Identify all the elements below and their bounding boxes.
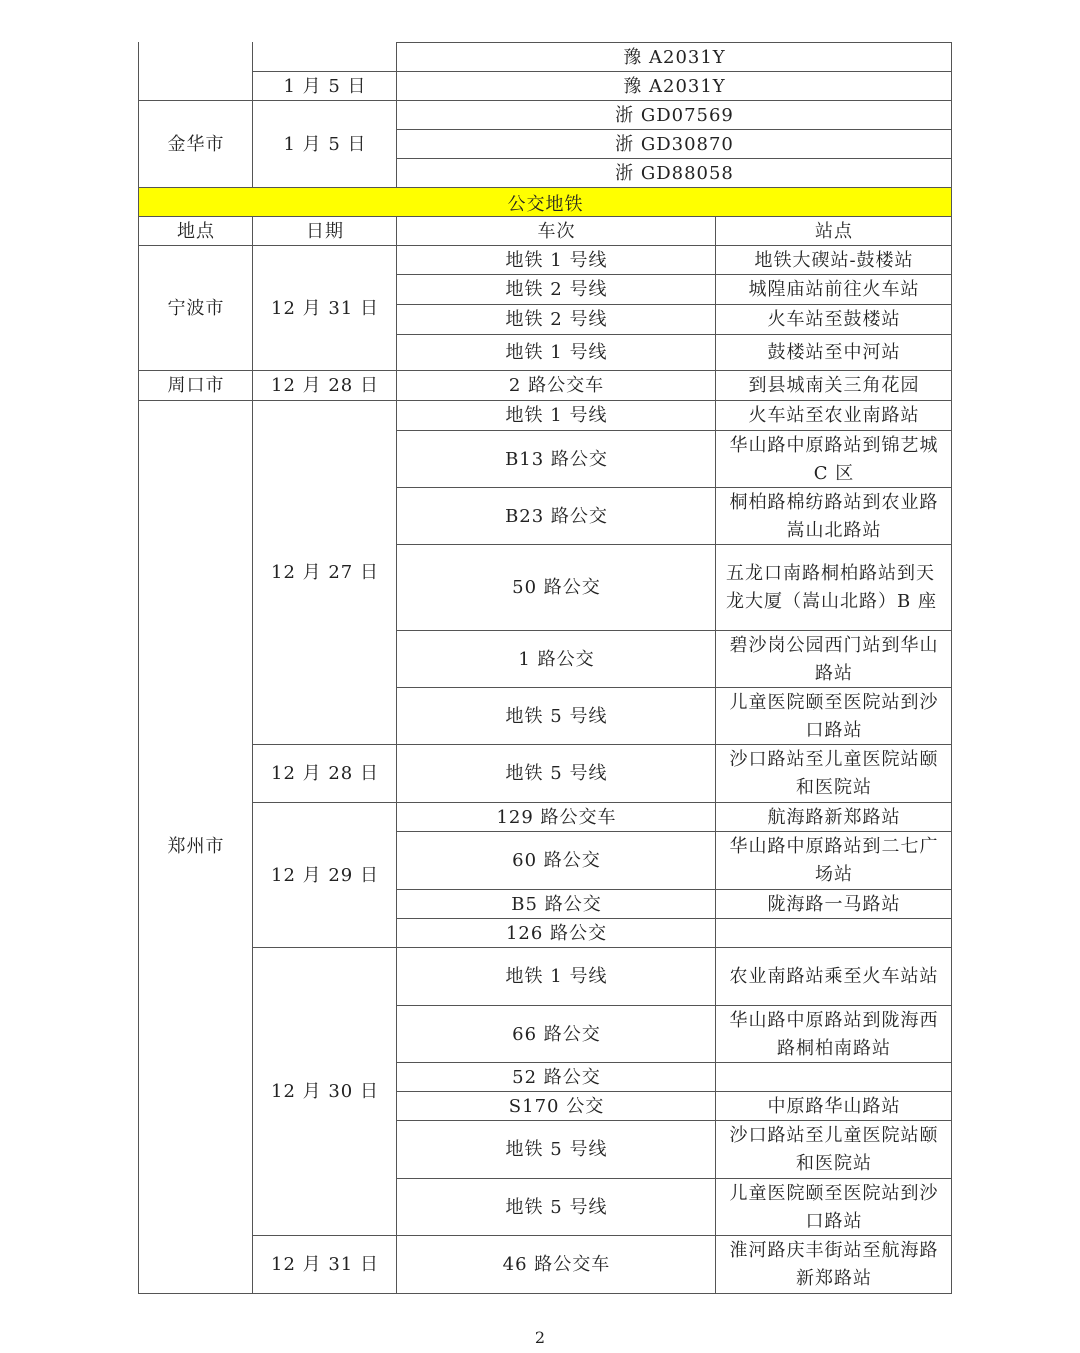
table-border (396, 1062, 952, 1063)
stop-cell: 桐柏路棉纺路站到农业路嵩山北路站 (729, 491, 939, 541)
table-border (138, 245, 952, 246)
stop-cell: 城隍庙站前往火车站 (748, 279, 920, 300)
header-location: 地点 (177, 220, 215, 242)
table-border (396, 831, 952, 832)
route-cell: 地铁 1 号线 (505, 966, 608, 987)
stop-cell: 中原路华山路站 (767, 1095, 901, 1117)
route-cell: B13 路公交 (505, 448, 608, 470)
plate-cell: 豫 A2031Y (623, 46, 726, 68)
date-cell: 12 月 31 日 (271, 297, 379, 319)
table-border (396, 487, 952, 488)
stop-cell: 鼓楼站至中河站 (767, 342, 901, 363)
table-border (396, 1005, 952, 1006)
section-title: 公交地铁 (139, 188, 952, 217)
stop-cell: 碧沙岗公园西门站到华山路站 (729, 634, 939, 684)
route-cell: 50 路公交 (512, 577, 601, 598)
route-cell: 地铁 1 号线 (505, 405, 608, 426)
route-cell: 2 路公交车 (508, 375, 605, 396)
date-cell: 12 月 31 日 (271, 1253, 379, 1275)
route-cell: 52 路公交 (512, 1066, 601, 1088)
table-border (252, 1235, 952, 1236)
table-border (396, 42, 397, 188)
table-border (138, 100, 952, 101)
stop-cell: 华山路中原路站到二七广场站 (729, 836, 939, 885)
date-cell: 12 月 27 日 (271, 562, 379, 583)
table-border (396, 544, 952, 545)
route-cell: 地铁 5 号线 (505, 705, 608, 727)
route-cell: 地铁 2 号线 (505, 279, 608, 300)
stop-cell: 农业南路站乘至火车站站 (729, 966, 939, 987)
route-cell: B23 路公交 (505, 505, 608, 527)
table-border (396, 304, 952, 305)
route-cell: S170 公交 (508, 1095, 605, 1117)
date-cell: 1 月 5 日 (283, 133, 367, 155)
table-border (138, 370, 952, 371)
stop-cell: 火车站至农业南路站 (748, 405, 920, 426)
plate-cell: 豫 A2031Y (623, 75, 726, 97)
date-cell: 12 月 30 日 (271, 1081, 379, 1102)
stop-cell (716, 919, 952, 948)
table-border (396, 129, 952, 130)
date-cell: 12 月 28 日 (271, 763, 379, 784)
table-border (252, 217, 253, 1294)
header-date: 日期 (306, 220, 344, 242)
stop-cell: 陇海路一马路站 (767, 893, 901, 915)
city-cell: 郑州市 (167, 836, 225, 857)
route-cell: 60 路公交 (512, 850, 601, 871)
table-border (138, 187, 952, 188)
city-cell: 金华市 (167, 133, 225, 155)
table-border (396, 274, 952, 275)
table-border (396, 687, 952, 688)
city-cell: 周口市 (167, 375, 225, 396)
date-cell: 1 月 5 日 (283, 75, 367, 97)
table-border (951, 42, 952, 1294)
route-cell: 126 路公交 (505, 922, 608, 944)
table-border (715, 217, 716, 1294)
date-cell: 12 月 28 日 (271, 375, 379, 396)
route-cell: 46 路公交车 (502, 1253, 611, 1275)
stop-cell: 沙口路站至儿童医院站颐和医院站 (729, 1125, 939, 1174)
table-border (396, 918, 952, 919)
route-cell: B5 路公交 (511, 893, 602, 915)
stop-cell: 航海路新郑路站 (767, 806, 901, 828)
stop-cell: 五龙口南路桐柏路站到天龙大厦（嵩山北路）B 座 (726, 563, 937, 612)
header-stop: 站点 (815, 220, 853, 242)
stop-cell: 到县城南关三角花园 (748, 375, 920, 396)
table-border (396, 217, 397, 1294)
table-border (252, 42, 253, 188)
table-border (396, 430, 952, 431)
header-route: 车次 (537, 220, 576, 242)
table-border (252, 947, 952, 948)
route-cell: 地铁 2 号线 (505, 309, 608, 330)
table-border (396, 889, 952, 890)
table-border (396, 42, 952, 43)
table-border (252, 71, 952, 72)
route-cell: 66 路公交 (512, 1023, 601, 1045)
table-border (396, 1120, 952, 1121)
route-cell: 地铁 5 号线 (505, 1139, 608, 1160)
route-cell: 地铁 5 号线 (505, 763, 608, 784)
route-cell: 1 路公交 (518, 648, 595, 670)
date-cell: 12 月 29 日 (271, 864, 379, 886)
table-border (138, 400, 952, 401)
plate-cell: 浙 GD88058 (615, 162, 734, 184)
stop-cell: 华山路中原路站到锦艺城 C 区 (729, 434, 939, 484)
table-border (396, 1178, 952, 1179)
page-number: 2 (534, 1328, 546, 1347)
plate-cell: 浙 GD30870 (615, 133, 734, 155)
table-border (138, 216, 952, 217)
route-cell: 129 路公交车 (496, 806, 617, 828)
stop-cell: 儿童医院颐至医院站到沙口路站 (729, 1182, 939, 1232)
table-border (252, 802, 952, 803)
table-border (396, 630, 952, 631)
city-cell: 宁波市 (167, 297, 225, 319)
stop-cell: 沙口路站至儿童医院站颐和医院站 (729, 749, 939, 798)
table-border (396, 334, 952, 335)
route-cell: 地铁 1 号线 (505, 249, 608, 271)
table-border (138, 42, 139, 1294)
stop-cell: 淮河路庆丰街站至航海路新郑路站 (729, 1239, 939, 1289)
route-cell: 地铁 1 号线 (505, 342, 608, 363)
table-border (396, 158, 952, 159)
stop-cell: 儿童医院颐至医院站到沙口路站 (729, 691, 939, 741)
stop-cell: 华山路中原路站到陇海西路桐柏南路站 (729, 1009, 939, 1059)
stop-cell (716, 1063, 952, 1092)
plate-cell: 浙 GD07569 (615, 104, 734, 126)
stop-cell: 地铁大碶站-鼓楼站 (754, 249, 914, 271)
route-cell: 地铁 5 号线 (505, 1196, 608, 1218)
table-border (138, 1293, 952, 1294)
table-border (396, 1091, 952, 1092)
table-border (252, 744, 952, 745)
stop-cell: 火车站至鼓楼站 (767, 309, 901, 330)
